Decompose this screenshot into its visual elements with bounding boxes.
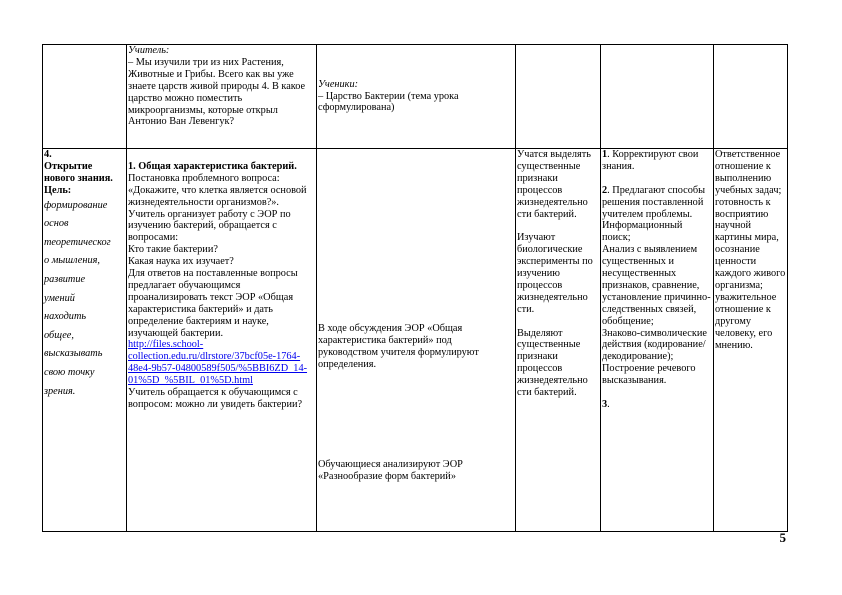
students-text-2: Обучающиеся анализируют ЭОР «Разнообразие форм бактерий» <box>318 458 463 482</box>
uud-item-3 <box>602 399 712 411</box>
eor-link[interactable]: http://files.school-collection.edu.ru/dlrstore/37bcf05e-1764-48e4-9b57-04800589f505/%5BBI6ZD_14-01%5D_%5BIL_01%5D.html <box>128 339 308 387</box>
teacher-label: Учитель: <box>128 45 170 56</box>
subject-results-cell <box>516 45 601 149</box>
page-number: 5 <box>779 530 786 545</box>
table-row <box>43 45 788 149</box>
teacher-activity-cell <box>127 45 317 149</box>
students-activity-cell <box>317 149 516 532</box>
subject-result-2: Изучают биологические эксперименты по изучению процессов жизнедеятельно сти. <box>517 232 593 315</box>
subject-result-3: Выделяют существенные признаки процессов жизнедеятельно сти бактерий. <box>517 327 588 399</box>
goal-line: о мышления, <box>44 255 100 267</box>
goal-line: развитие <box>44 274 86 285</box>
uud-item-2 <box>602 185 712 245</box>
personal-results-text: Ответственное отношение к выполнению учебных задач; готовность к восприятию научной картины мира, осознание ценности каждого живого организма; уважительное отношение к другому человеку, его мнению. <box>715 149 786 351</box>
question-1: Кто такие бактерии? <box>128 244 218 256</box>
goal-line: зрения. <box>44 385 76 397</box>
students-label: Ученики: <box>318 78 359 90</box>
uud-item-2-number: 2 <box>602 184 608 196</box>
uud-item-3-text: . <box>607 399 610 410</box>
table-row <box>43 149 788 532</box>
goal-line: теоретическог <box>44 236 111 248</box>
students-text: – Царство Бактерии (тема урока сформулирована) <box>318 90 459 114</box>
students-activity-cell <box>317 45 516 149</box>
uud-item-2-cont2: Знаково-символические действия (кодирование/ декодирование); <box>602 327 707 363</box>
personal-results-cell <box>714 45 788 149</box>
task-text: Для ответов на поставленные вопросы предлагает обучающимся проанализировать текст ЭОР «Общая характеристика бактерий» и дать определение бактериям и науке, изучающей бактерии. <box>128 268 298 339</box>
subject-result-1: Учатся выделять существенные признаки процессов жизнедеятельно сти бактерий. <box>517 149 591 220</box>
uud-item-1-text: . Корректируют свои знания. <box>602 149 699 172</box>
personal-results-cell <box>714 149 788 532</box>
uud-item-2-cont3: Построение речевого высказывания. <box>602 363 696 387</box>
eor-intro: Учитель организует работу с ЭОР по изучению бактерий, обращается с вопросами: <box>128 208 291 244</box>
section-heading: 1. Общая характеристика бактерий. <box>128 160 297 172</box>
lesson-table <box>42 44 788 532</box>
problem-intro: Постановка проблемного вопроса: <box>128 172 280 184</box>
uud-item-2-text: . Предлагают способы решения поставленной учителем проблемы. Информационный поиск; <box>602 184 706 244</box>
goal-line: свою точку <box>44 366 95 378</box>
final-question: Учитель обращается к обучающимся с вопросом: можно ли увидеть бактерии? <box>128 387 303 411</box>
goal-line: умений <box>44 292 75 304</box>
stage-number: 4. <box>44 149 52 160</box>
goal-line: находить <box>44 311 87 323</box>
uud-cell <box>601 149 714 532</box>
uud-cell <box>601 45 714 149</box>
goal-line: общее, <box>44 329 74 341</box>
question-2: Какая наука их изучает? <box>128 256 234 268</box>
uud-item-1 <box>602 149 712 173</box>
goal-line: основ <box>44 218 69 230</box>
teacher-activity-cell <box>127 149 317 532</box>
problem-quote: «Докажите, что клетка является основой жизнедеятельности организмов?». <box>128 184 307 208</box>
goal-line: формирование <box>44 199 108 211</box>
stage-cell <box>43 149 127 532</box>
goal-label: Цель: <box>44 184 72 196</box>
uud-item-2-cont: Анализ с выявлением существенных и несущественных признаков, сравнение, установление причинно-следственных связей, обобщение; <box>602 244 711 327</box>
uud-item-3-number: 3 <box>602 399 608 410</box>
uud-item-1-number: 1 <box>602 149 608 160</box>
stage-name: Открытие нового знания. <box>44 160 113 184</box>
teacher-text: – Мы изучили три из них Растения, Животные и Грибы. Всего как вы уже знаете царств живой природы 4. В какое царство можно поместить микроорганизмы, которые открыл Антонио Ван Левенгук? <box>128 56 306 128</box>
students-text-1: В ходе обсуждения ЭОР «Общая характеристика бактерий» под руководством учителя формулируют определения. <box>318 323 479 370</box>
subject-results-cell <box>516 149 601 532</box>
stage-cell <box>43 45 127 149</box>
goal-line: высказывать <box>44 348 103 360</box>
